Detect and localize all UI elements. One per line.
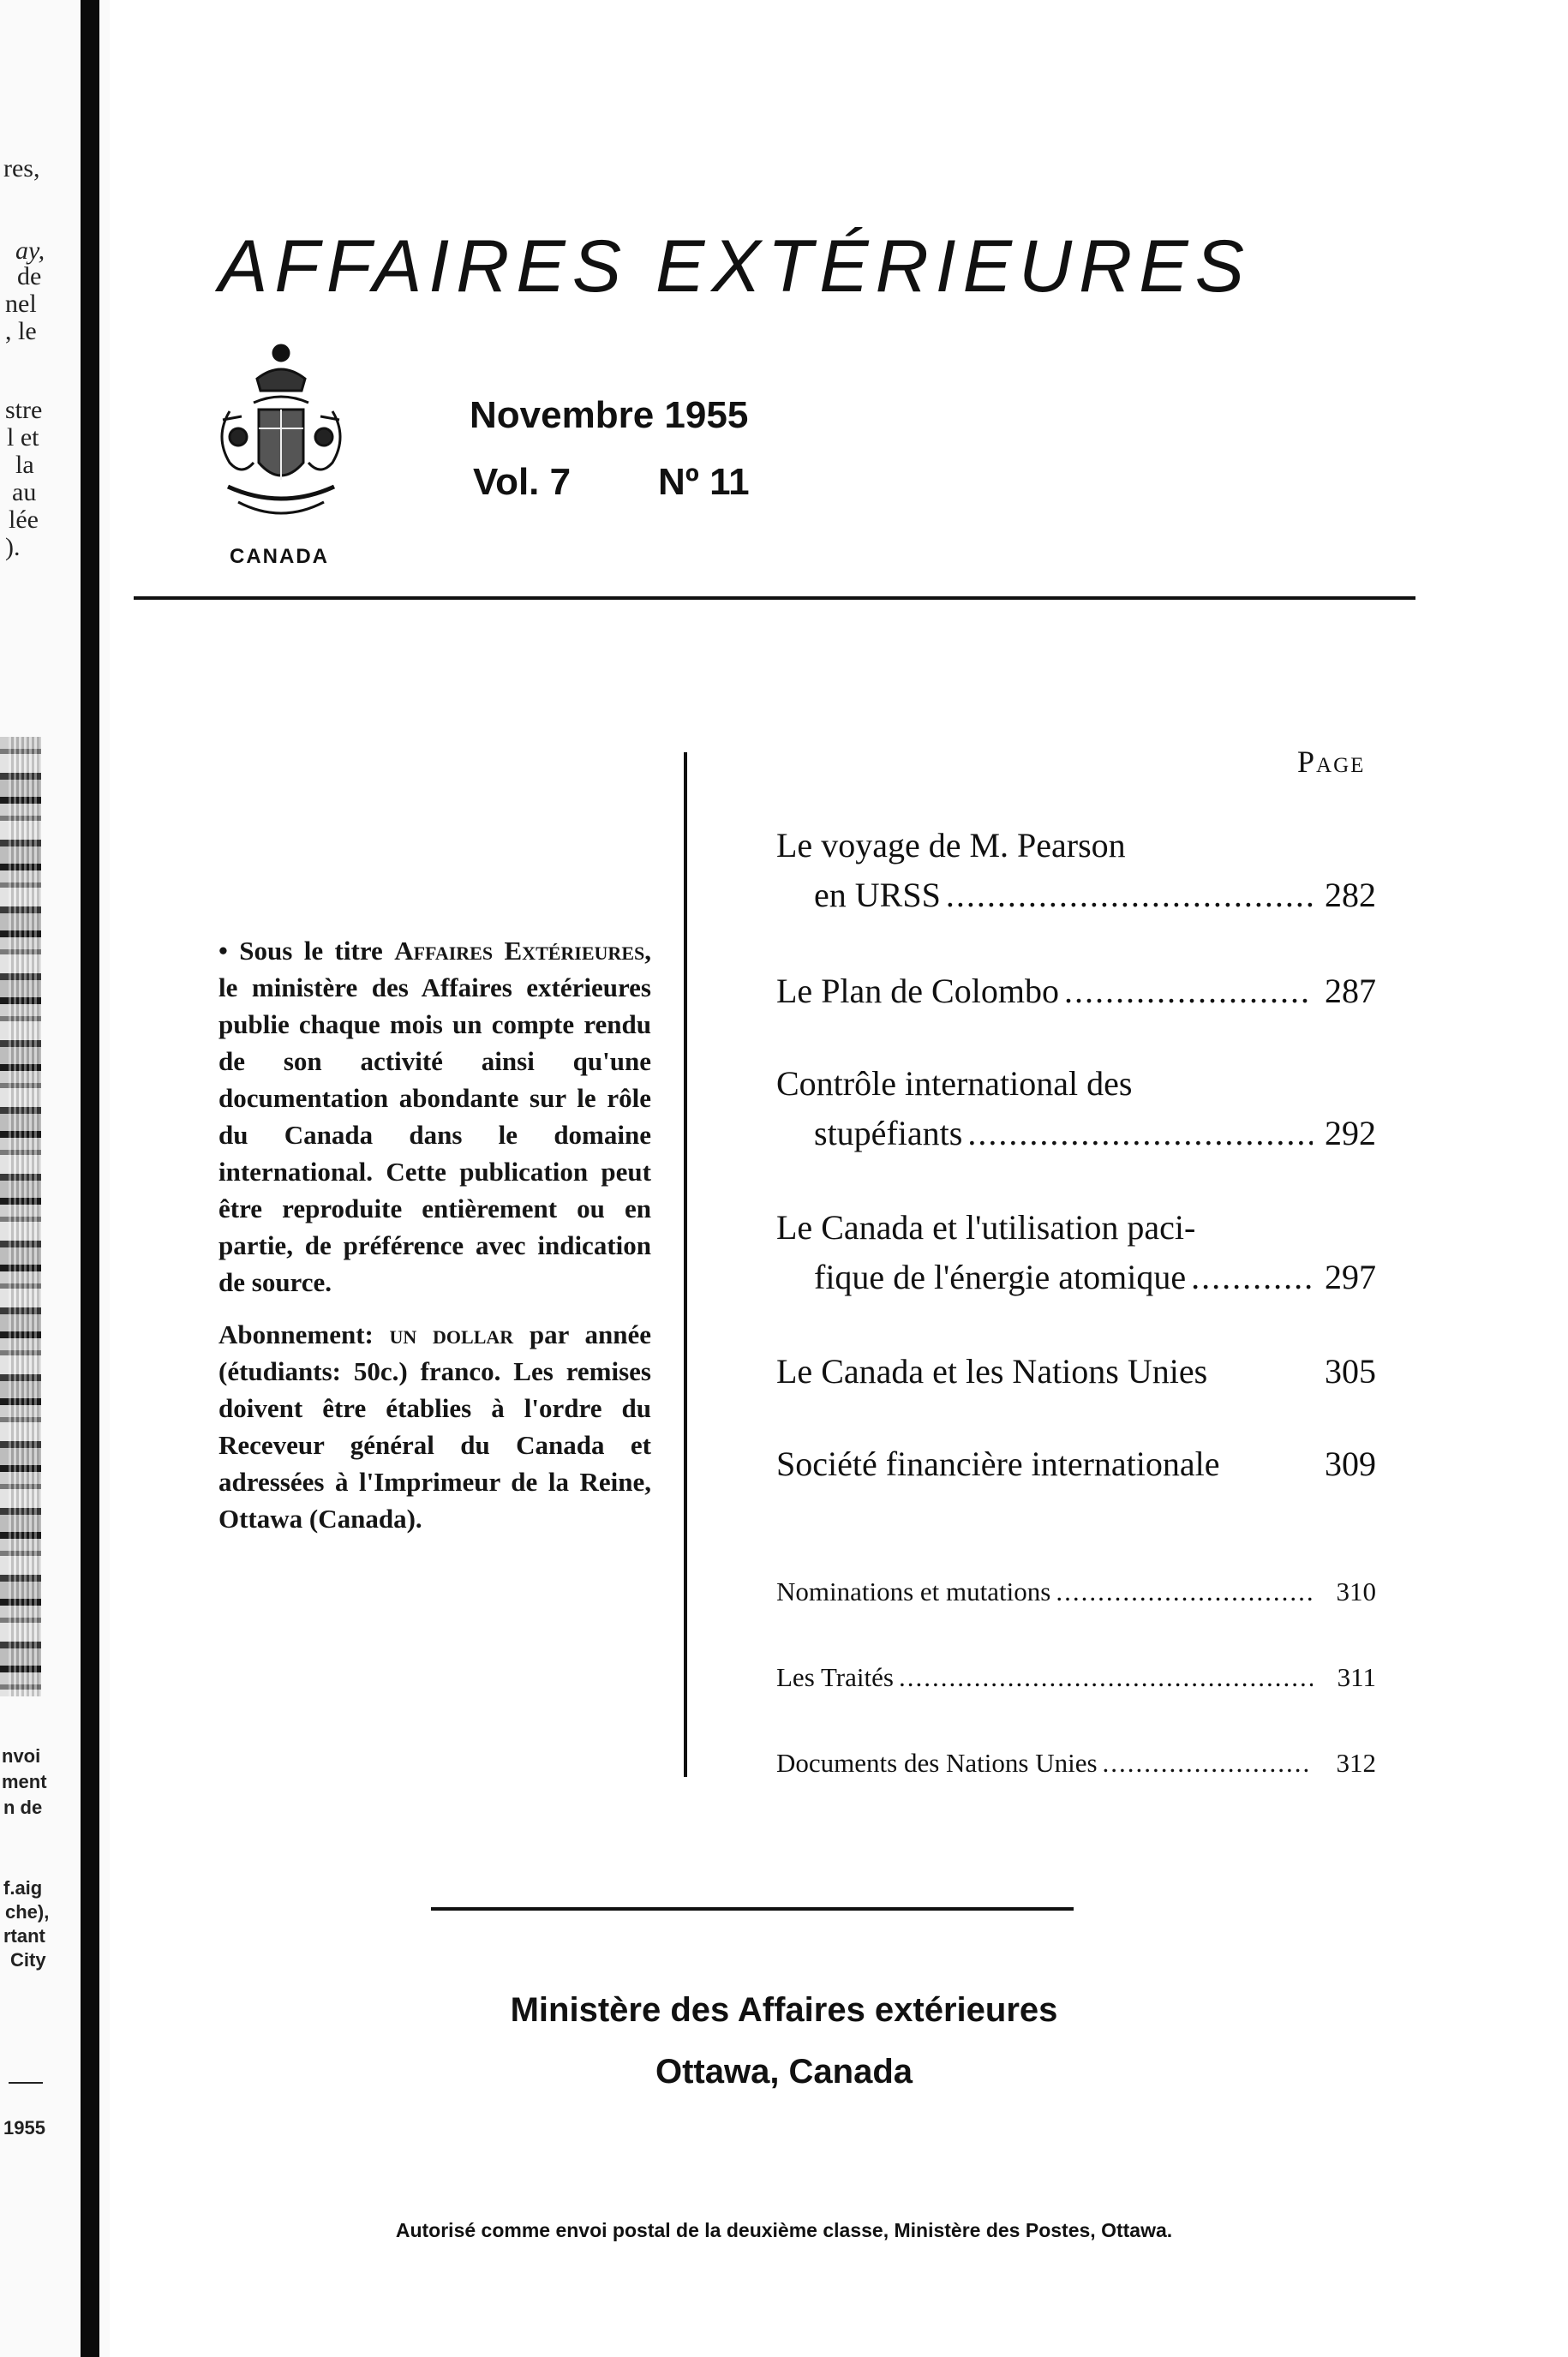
toc-entry — [776, 1439, 1376, 1489]
binding-fragment: ment — [2, 1771, 47, 1792]
subscription-caps: un dollar — [389, 1319, 514, 1349]
binding-fragment: 1955 — [3, 2117, 45, 2139]
publication-description — [218, 932, 651, 1552]
binding-fragment: nel — [5, 290, 37, 318]
subscription-paragraph — [218, 1316, 651, 1537]
toc-entry-title: Les Traités — [776, 1662, 894, 1692]
description-text: , le ministère des Affaires extérieures publie chaque mois un compte rendu de son activité ainsi qu'une documentation abondante sur le rôle du Canada dans le domaine international. Cette publication peut être reproduite entièrement ou en partie, de préférence avec indication de source. — [218, 936, 651, 1297]
binding-fragment: f.aig — [3, 1877, 43, 1899]
toc-entry-title: Le Plan de Colombo — [776, 972, 1059, 1010]
ministry-city: Ottawa, Canada — [655, 2053, 913, 2091]
binding-fragment: la — [15, 451, 34, 479]
binding-fragment: lée — [9, 505, 39, 534]
toc-entry-title: Le Canada et les Nations Unies — [776, 1352, 1208, 1391]
toc-entry — [776, 966, 1376, 1016]
toc-entry — [776, 821, 1376, 920]
toc-page-number: 311 — [1337, 1662, 1376, 1692]
binding-fragment: n de — [3, 1797, 43, 1818]
toc-entry-title: Le voyage de M. Pearson — [776, 826, 1126, 864]
toc-page-number: 309 — [1325, 1445, 1376, 1483]
toc-entry-title: fique de l'énergie atomique — [814, 1258, 1187, 1296]
ministry-name: Ministère des Affaires extérieures — [510, 1991, 1058, 2029]
toc-entry-title: Société financière internationale — [776, 1445, 1220, 1483]
binding-fragment: de — [17, 262, 42, 290]
binding-fragment: nvoi — [2, 1745, 41, 1767]
binding-fragment: ). — [5, 533, 21, 561]
subscription-text: par année (étudiants: 50c.) franco. Les remises doivent être établies à l'ordre du Receveur général du Canada et adressées à l'Imprimeur de la Reine, Ottawa (Canada). — [218, 1319, 651, 1534]
binding-fragment: rtant — [3, 1925, 45, 1947]
binding-fragment: ay, — [15, 236, 45, 265]
toc-entry-title: stupéfiants — [814, 1114, 963, 1152]
photo-texture — [9, 737, 39, 1696]
binding-fragment: res, — [3, 154, 40, 182]
toc-page-number: 312 — [1336, 1748, 1376, 1778]
country-label: CANADA — [230, 545, 329, 568]
toc-page-number: 292 — [1325, 1114, 1376, 1152]
issue-volume: Vol. 7 — [473, 461, 572, 503]
header-divider — [134, 596, 1415, 600]
toc-page-number: 297 — [1325, 1258, 1376, 1296]
binding-fragment: City — [10, 1949, 46, 1971]
description-caps: Affaires Extérieures — [394, 936, 645, 966]
column-divider — [684, 752, 687, 1777]
binding-fragment: l et — [7, 423, 39, 452]
toc-entry-title: en URSS — [814, 876, 941, 914]
toc-entry — [776, 1575, 1376, 1609]
publication-title: AFFAIRES EXTÉRIEURES — [218, 225, 1251, 308]
toc-page-number: 282 — [1325, 876, 1376, 914]
toc-page-number: 287 — [1325, 972, 1376, 1010]
toc-entry-title: Contrôle international des — [776, 1064, 1133, 1103]
issue-date: Novembre 1955 — [470, 394, 749, 436]
toc-entry — [776, 1660, 1376, 1695]
subscription-text: Abonnement: — [218, 1319, 390, 1349]
binding-fragment: stre — [5, 396, 43, 424]
toc-entry — [776, 1203, 1376, 1302]
toc-entry-title: Le Canada et l'utilisation paci- — [776, 1208, 1196, 1247]
toc-page-heading: Page — [1297, 745, 1366, 779]
toc-entry — [776, 1347, 1376, 1397]
toc-page-number: 310 — [1336, 1576, 1376, 1606]
toc-entry-title: Documents des Nations Unies — [776, 1748, 1098, 1778]
toc-entry-title: Nominations et mutations — [776, 1576, 1051, 1606]
postal-notice: Autorisé comme envoi postal de la deuxième classe, Ministère des Postes, Ottawa. — [395, 2219, 1173, 2241]
issue-number: Nº 11 — [658, 461, 750, 503]
binding-fragment: che), — [5, 1901, 50, 1923]
toc-page-number: 305 — [1325, 1352, 1376, 1391]
footer-divider — [431, 1907, 1074, 1911]
binding-fragment: , le — [5, 317, 37, 345]
binding-fragment: au — [12, 478, 37, 506]
description-text: • Sous le titre — [218, 936, 395, 966]
toc-entry — [776, 1746, 1376, 1780]
description-paragraph — [218, 932, 651, 1301]
toc-entry — [776, 1059, 1376, 1158]
coat-of-arms-icon — [204, 334, 358, 531]
